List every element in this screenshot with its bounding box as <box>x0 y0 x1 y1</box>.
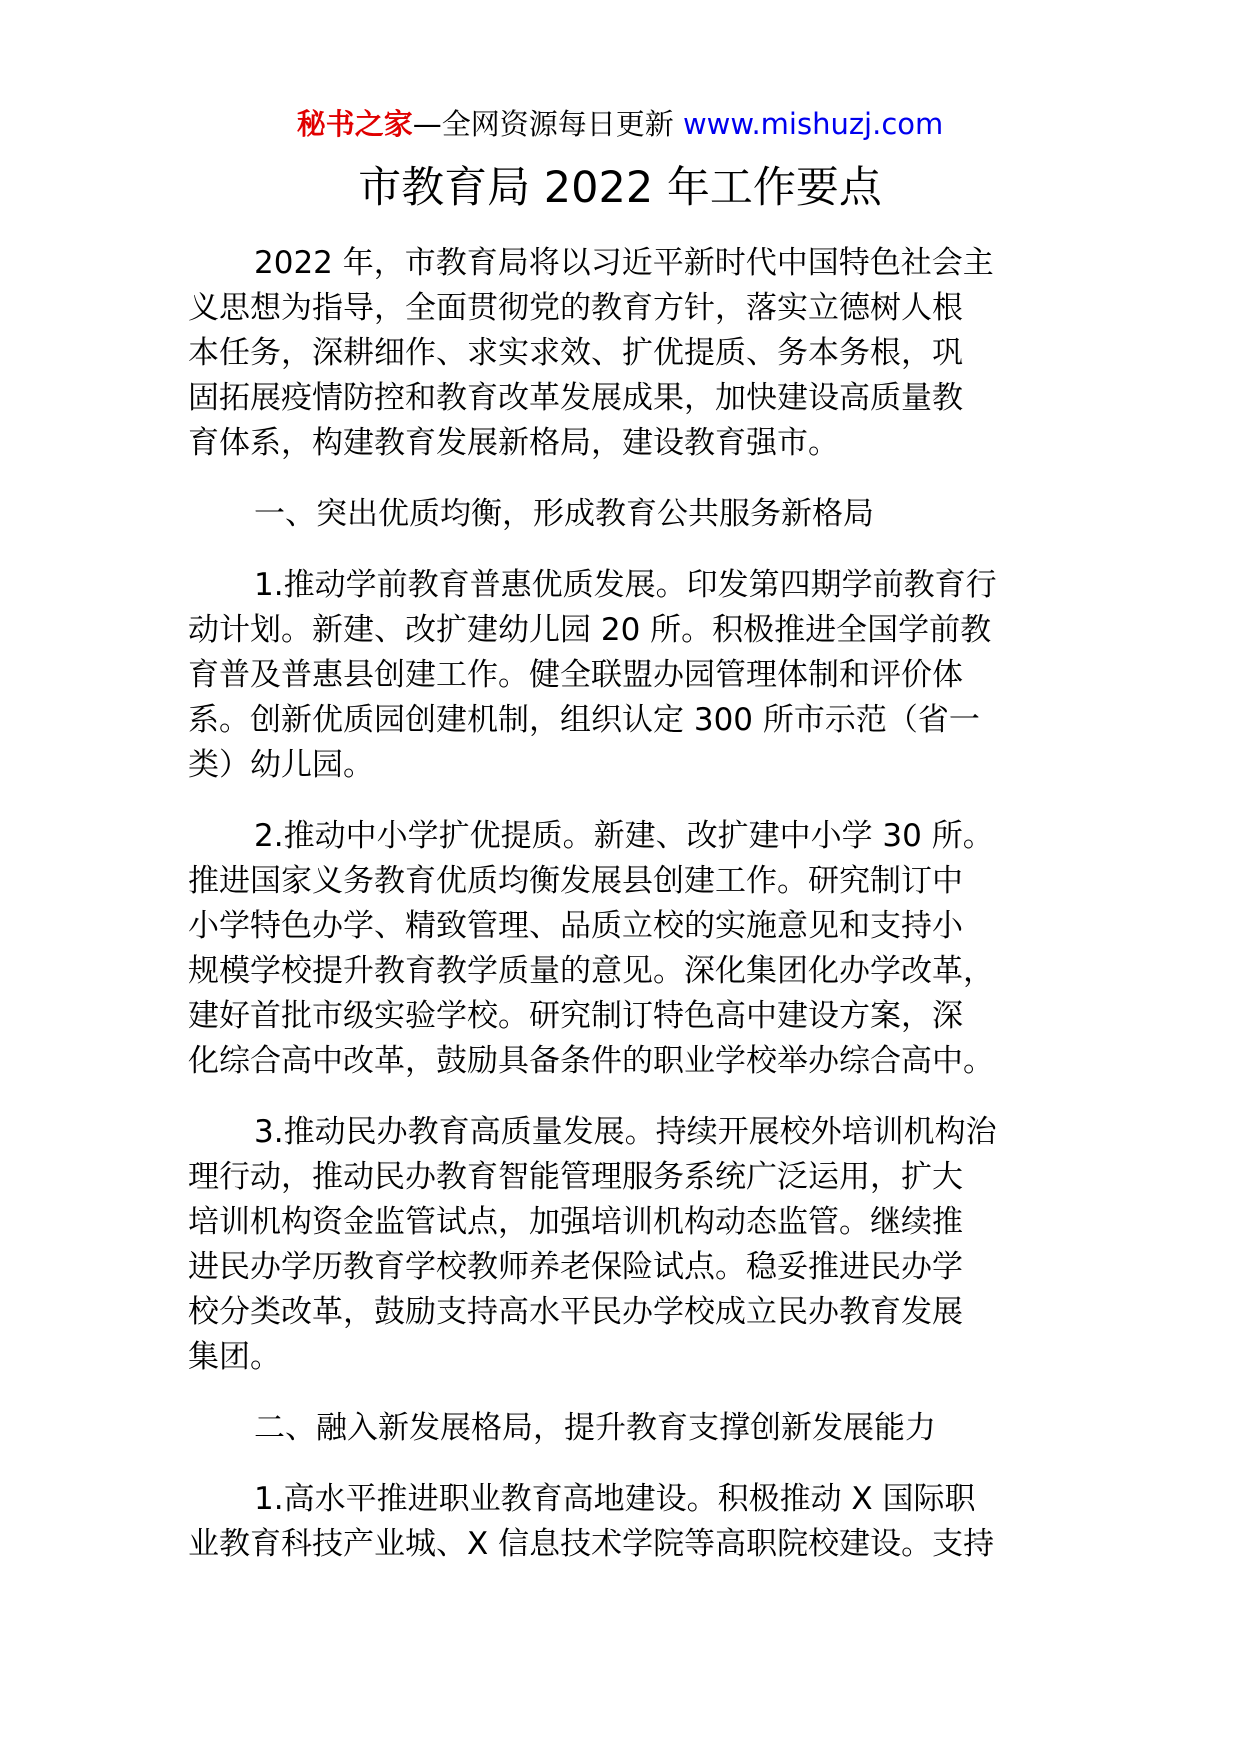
text-line: 理行动，推动民办教育智能管理服务系统广泛运用，扩大 <box>188 1159 963 1195</box>
site-brand: 秘书之家 <box>296 107 413 141</box>
text-line: 规模学校提升教育教学质量的意见。深化集团化办学改革， <box>188 953 994 989</box>
text-line: 系。创新优质园创建机制，组织认定 300 所市示范（省一 <box>188 702 980 738</box>
text-line: 育体系，构建教育发展新格局，建设教育强市。 <box>188 425 839 461</box>
text-line: 本任务，深耕细作、求实求效、扩优提质、务本务根，巩 <box>188 335 963 371</box>
document-body <box>188 241 1056 1593</box>
text-line: 推进国家义务教育优质均衡发展县创建工作。研究制订中 <box>188 863 963 899</box>
text-line: 业教育科技产业城、X 信息技术学院等高职院校建设。支持 <box>188 1526 995 1562</box>
paragraph <box>188 814 1056 1084</box>
text-line: 2022 年，市教育局将以习近平新时代中国特色社会主 <box>254 245 994 281</box>
text-line: 集团。 <box>188 1339 281 1375</box>
site-header <box>0 104 1240 144</box>
text-line: 小学特色办学、精致管理、品质立校的实施意见和支持小 <box>188 908 963 944</box>
text-line: 1.推动学前教育普惠优质发展。印发第四期学前教育行 <box>254 567 997 603</box>
paragraph <box>188 563 1056 788</box>
text-line: 动计划。新建、改扩建幼儿园 20 所。积极推进全国学前教 <box>188 612 992 648</box>
text-line: 2.推动中小学扩优提质。新建、改扩建中小学 30 所。 <box>254 818 994 854</box>
text-line: 建好首批市级实验学校。研究制订特色高中建设方案，深 <box>188 998 963 1034</box>
paragraph <box>188 492 1056 537</box>
text-line: 义思想为指导，全面贯彻党的教育方针，落实立德树人根 <box>188 290 963 326</box>
text-line: 3.推动民办教育高质量发展。持续开展校外培训机构治 <box>254 1114 997 1150</box>
text-line: 育普及普惠县创建工作。健全联盟办园管理体制和评价体 <box>188 657 963 693</box>
paragraph <box>188 241 1056 466</box>
text-line: 一、突出优质均衡，形成教育公共服务新格局 <box>254 496 874 532</box>
document-title: 市教育局 2022 年工作要点 <box>358 163 882 213</box>
text-line: 校分类改革，鼓励支持高水平民办学校成立民办教育发展 <box>188 1294 963 1330</box>
text-line: 化综合高中改革，鼓励具备条件的职业学校举办综合高中。 <box>188 1043 994 1079</box>
text-line: 类）幼儿园。 <box>188 747 374 783</box>
paragraph <box>188 1110 1056 1380</box>
text-line: 二、融入新发展格局，提升教育支撑创新发展能力 <box>254 1410 936 1446</box>
paragraph <box>188 1477 1056 1567</box>
text-line: 固拓展疫情防控和教育改革发展成果，加快建设高质量教 <box>188 380 963 416</box>
text-line: 进民办学历教育学校教师养老保险试点。稳妥推进民办学 <box>188 1249 963 1285</box>
text-line: 1.高水平推进职业教育高地建设。积极推动 X 国际职 <box>254 1481 976 1517</box>
site-tagline: —全网资源每日更新 <box>412 107 674 141</box>
paragraph <box>188 1406 1056 1451</box>
site-url: www.mishuzj.com <box>682 107 944 141</box>
text-line: 培训机构资金监管试点，加强培训机构动态监管。继续推 <box>188 1204 963 1240</box>
